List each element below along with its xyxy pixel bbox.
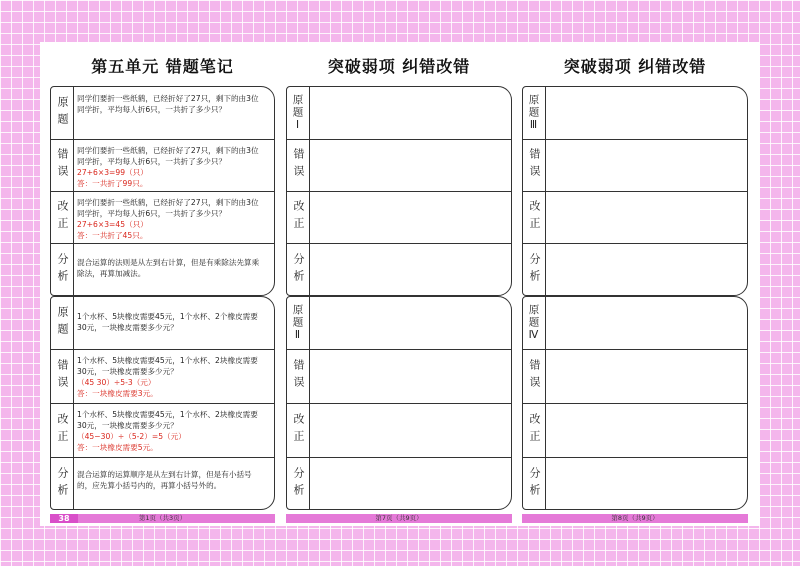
worksheet-page [40, 42, 760, 526]
analysis-text: 混合运算的法则是从左到右计算，但是有乘除法先算乘除法，再算加减法。 [77, 258, 260, 278]
problem-block-2 [50, 296, 275, 510]
analysis-row[interactable] [523, 457, 747, 510]
row-label: 分析 [51, 243, 74, 296]
original-row[interactable] [287, 87, 511, 140]
analysis-row[interactable] [287, 457, 511, 510]
wrong-row [51, 349, 274, 404]
row-label: 改正 [51, 191, 74, 243]
footer-text: 第7页（共9页） [375, 514, 423, 522]
row-label: 原题Ⅳ [523, 297, 546, 349]
fix-calc: （45−30）÷（5-2）=5（元） [77, 432, 186, 441]
practice-block-4 [522, 296, 748, 510]
row-label: 原题 [51, 297, 74, 349]
page-footer [522, 514, 748, 523]
original-row [51, 87, 274, 140]
wrong-answer: 答：一共折了99只。 [77, 179, 148, 188]
wrong-row [51, 139, 274, 192]
analysis-row [51, 457, 274, 510]
original-row[interactable] [287, 297, 511, 350]
fix-row [51, 191, 274, 244]
fix-text: 1个水杯、5块橡皮需要45元，1个水杯、2块橡皮需要30元，一块橡皮需要多少元？ [77, 410, 258, 430]
original-row[interactable] [523, 297, 747, 350]
original-text: 1个水杯、5块橡皮需要45元，1个水杯、2个橡皮需要30元，一块橡皮需要多少元？ [77, 312, 258, 332]
column-title: 第五单元 错题笔记 [91, 57, 234, 76]
row-label: 分析 [523, 457, 546, 510]
row-label: 错误 [51, 349, 74, 403]
row-label: 原题 [51, 87, 74, 139]
row-label: 分析 [287, 243, 310, 296]
fix-content [77, 409, 266, 453]
wrong-row[interactable] [523, 139, 747, 192]
row-label: 错误 [523, 139, 546, 191]
original-row[interactable] [523, 87, 747, 140]
fix-row [51, 403, 274, 458]
wrong-row[interactable] [287, 349, 511, 404]
page-number: 38 [50, 514, 78, 523]
row-label: 分析 [287, 457, 310, 510]
fix-row[interactable] [287, 403, 511, 458]
row-label: 分析 [523, 243, 546, 296]
column-title: 突破弱项 纠错改错 [327, 57, 471, 76]
practice-block-3 [522, 86, 748, 296]
wrong-content [77, 355, 266, 399]
wrong-text: 1个水杯、5块橡皮需要45元，1个水杯、2块橡皮需要30元，一块橡皮需要多少元？ [77, 356, 258, 376]
row-label: 分析 [51, 457, 74, 510]
wrong-answer: 答：一块橡皮需要3元。 [77, 389, 158, 398]
wrong-row[interactable] [523, 349, 747, 404]
row-label: 改正 [51, 403, 74, 457]
analysis-row[interactable] [523, 243, 747, 296]
page-footer [286, 514, 512, 523]
fix-answer: 答：一块橡皮需要5元。 [77, 443, 158, 452]
practice-block-1 [286, 86, 512, 296]
wrong-text: 同学们要折一些纸鹤，已经折好了27只，剩下的由3位同学折，平均每人折6只，一共折了多少只？ [77, 146, 259, 166]
footer-text: 第8页（共9页） [611, 514, 659, 522]
wrong-calc: （45 30）÷5-3（元） [77, 378, 156, 387]
wrong-calc: 27+6×3=99（只） [77, 168, 148, 177]
fix-content [77, 197, 266, 241]
row-label: 原题Ⅲ [523, 87, 546, 139]
fix-row[interactable] [523, 403, 747, 458]
row-label: 错误 [51, 139, 74, 191]
column-title: 突破弱项 纠错改错 [563, 57, 707, 76]
row-label: 原题Ⅱ [287, 297, 310, 349]
row-label: 改正 [523, 191, 546, 243]
problem-block-1 [50, 86, 275, 296]
row-label: 错误 [523, 349, 546, 403]
row-label: 原题Ⅰ [287, 87, 310, 139]
analysis-text: 混合运算的运算顺序是从左到右计算，但是有小括号的，应先算小括号内的，再算小括号外的。 [77, 470, 252, 490]
wrong-content [77, 145, 266, 189]
fix-row[interactable] [287, 191, 511, 244]
analysis-row [51, 243, 274, 296]
wrong-row[interactable] [287, 139, 511, 192]
fix-text: 同学们要折一些纸鹤，已经折好了27只，剩下的由3位同学折，平均每人折6只，一共折了多少只？ [77, 198, 259, 218]
page-footer [50, 514, 275, 523]
fix-answer: 答：一共折了45只。 [77, 231, 148, 240]
footer-text: 第1页（共3页） [138, 514, 187, 522]
practice-block-2 [286, 296, 512, 510]
original-row [51, 297, 274, 350]
row-label: 改正 [523, 403, 546, 457]
row-label: 改正 [287, 191, 310, 243]
original-text: 同学们要折一些纸鹤，已经折好了27只，剩下的由3位同学折，平均每人折6只，一共折了多少只？ [77, 94, 259, 114]
row-label: 错误 [287, 139, 310, 191]
analysis-row[interactable] [287, 243, 511, 296]
row-label: 改正 [287, 403, 310, 457]
fix-calc: 27+6×3=45（只） [77, 220, 148, 229]
row-label: 错误 [287, 349, 310, 403]
fix-row[interactable] [523, 191, 747, 244]
